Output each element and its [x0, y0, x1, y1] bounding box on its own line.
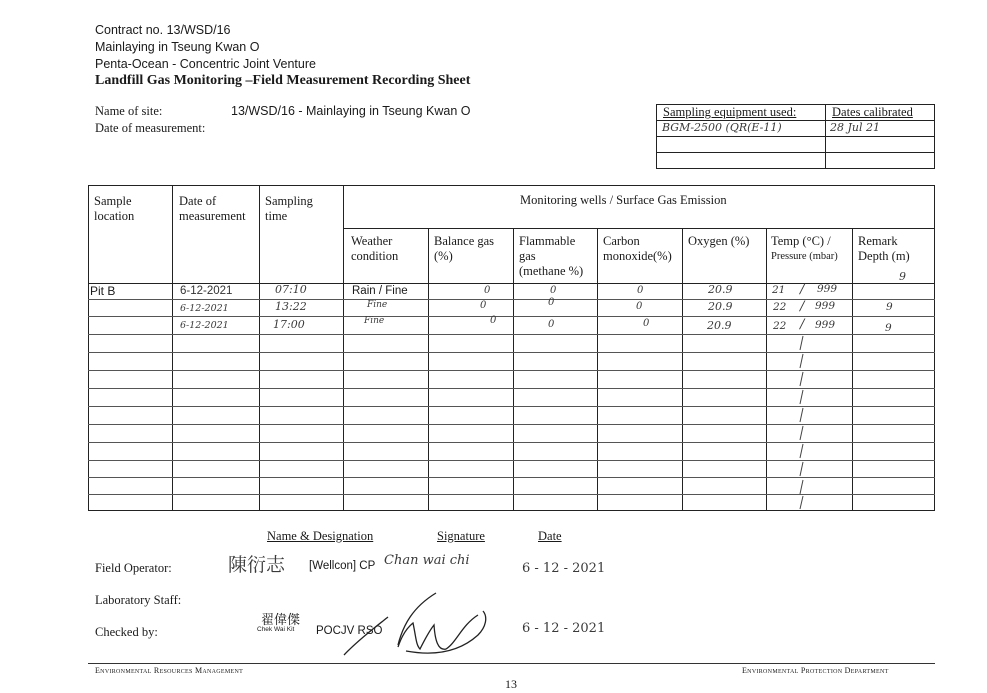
calibration-header: Dates calibrated	[832, 105, 913, 119]
cell-date: 6-12-2021	[180, 303, 229, 314]
cell-flammable: 0	[548, 319, 555, 330]
cell-oxygen: 20.9	[707, 319, 732, 332]
field-operator-date: 6 - 12 - 2021	[522, 561, 606, 576]
cell-carbon: 0	[643, 318, 650, 329]
checked-by-signature	[338, 585, 498, 665]
cell-time: 13:22	[275, 300, 307, 313]
site-name-value: 13/WSD/16 - Mainlaying in Tseung Kwan O	[231, 104, 471, 118]
cell-carbon: 0	[636, 301, 643, 312]
cell-depth: 9	[899, 270, 906, 283]
calibration-date-value: 28 Jul 21	[830, 121, 880, 134]
checked-by-name-chinese: 翟偉傑	[261, 612, 301, 627]
cell-oxygen: 20.9	[708, 283, 733, 296]
measurement-date-label: Date of measurement:	[95, 121, 206, 135]
project-name: Mainlaying in Tseung Kwan O	[95, 40, 260, 54]
cell-pressure: 999	[815, 300, 836, 312]
field-operator-chinese-signature: 陳衍志	[228, 554, 286, 576]
cell-balance: 0	[490, 315, 497, 326]
cell-time: 17:00	[273, 318, 305, 331]
cell-weather: Fine	[364, 316, 385, 326]
temp-column-slash-marks	[766, 334, 852, 510]
sheet-title: Landfill Gas Monitoring –Field Measurement Recording Sheet	[95, 73, 471, 88]
field-operator-designation: [Wellcon] CP	[309, 560, 376, 572]
contractor-name: Penta-Ocean - Concentric Joint Venture	[95, 57, 316, 71]
cell-carbon: 0	[637, 285, 644, 296]
site-name-label: Name of site:	[95, 104, 163, 118]
cell-pressure: 999	[817, 283, 838, 295]
col-signature: Signature	[437, 529, 485, 543]
divider-slash: /	[800, 299, 805, 314]
header-oxygen: Oxygen (%)	[688, 234, 750, 248]
contract-number: Contract no. 13/WSD/16	[95, 23, 231, 37]
checked-by-date: 6 - 12 - 2021	[522, 621, 606, 636]
header-flammable-gas: Flammable gas (methane %)	[519, 234, 584, 278]
cell-weather: Fine	[367, 300, 388, 310]
checked-by-label: Checked by:	[95, 625, 158, 639]
header-carbon-monoxide: Carbon monoxide(%)	[603, 234, 672, 263]
cell-temp: 22	[773, 301, 787, 313]
cell-depth: 9	[886, 301, 893, 313]
page-number: 13	[505, 677, 517, 691]
cell-flammable: 0	[550, 285, 557, 296]
cell-balance: 0	[484, 285, 491, 296]
checked-by-designation: POCJV RSO	[316, 625, 383, 637]
footer-left: Environmental Resources Management	[95, 666, 244, 675]
equipment-header: Sampling equipment used:	[663, 105, 797, 119]
cell-pressure: 999	[815, 319, 836, 331]
header-sampling-time: Sampling time	[265, 194, 313, 223]
field-operator-label: Field Operator:	[95, 561, 172, 575]
header-temp-pressure: Temp (°C) / Pressure (mbar)	[771, 234, 838, 262]
checked-by-name-english: Chek Wai Kit	[257, 626, 295, 633]
cell-date: 6-12-2021	[180, 320, 229, 331]
field-operator-signature: Chan wai chi	[384, 553, 470, 568]
header-weather: Weather condition	[351, 234, 399, 263]
cell-temp: 21	[772, 284, 786, 296]
footer-right: Environmental Protection Department	[742, 666, 889, 675]
cell-balance: 0	[480, 300, 487, 311]
col-date: Date	[538, 529, 562, 543]
lab-staff-label: Laboratory Staff:	[95, 593, 182, 607]
header-measurement-date: Date of measurement	[179, 194, 246, 223]
header-balance-gas: Balance gas (%)	[434, 234, 495, 263]
header-sample-location: Sample location	[94, 194, 135, 223]
header-monitoring-wells: Monitoring wells / Surface Gas Emission	[520, 193, 727, 207]
divider-slash: /	[800, 282, 805, 297]
cell-temp: 22	[773, 320, 787, 332]
cell-depth: 9	[885, 322, 892, 334]
cell-weather: Rain / Fine	[352, 285, 408, 297]
equipment-value: BGM-2500 (QR(E-11)	[662, 121, 782, 134]
header-remark-depth: Remark Depth (m)	[858, 234, 910, 263]
cell-oxygen: 20.9	[708, 300, 733, 313]
cell-date: 6-12-2021	[180, 285, 233, 297]
divider-slash: /	[800, 317, 805, 332]
cell-location: Pit B	[90, 284, 116, 298]
cell-flammable: 0	[548, 297, 555, 308]
cell-time: 07:10	[275, 283, 307, 296]
col-name-designation: Name & Designation	[267, 529, 374, 543]
